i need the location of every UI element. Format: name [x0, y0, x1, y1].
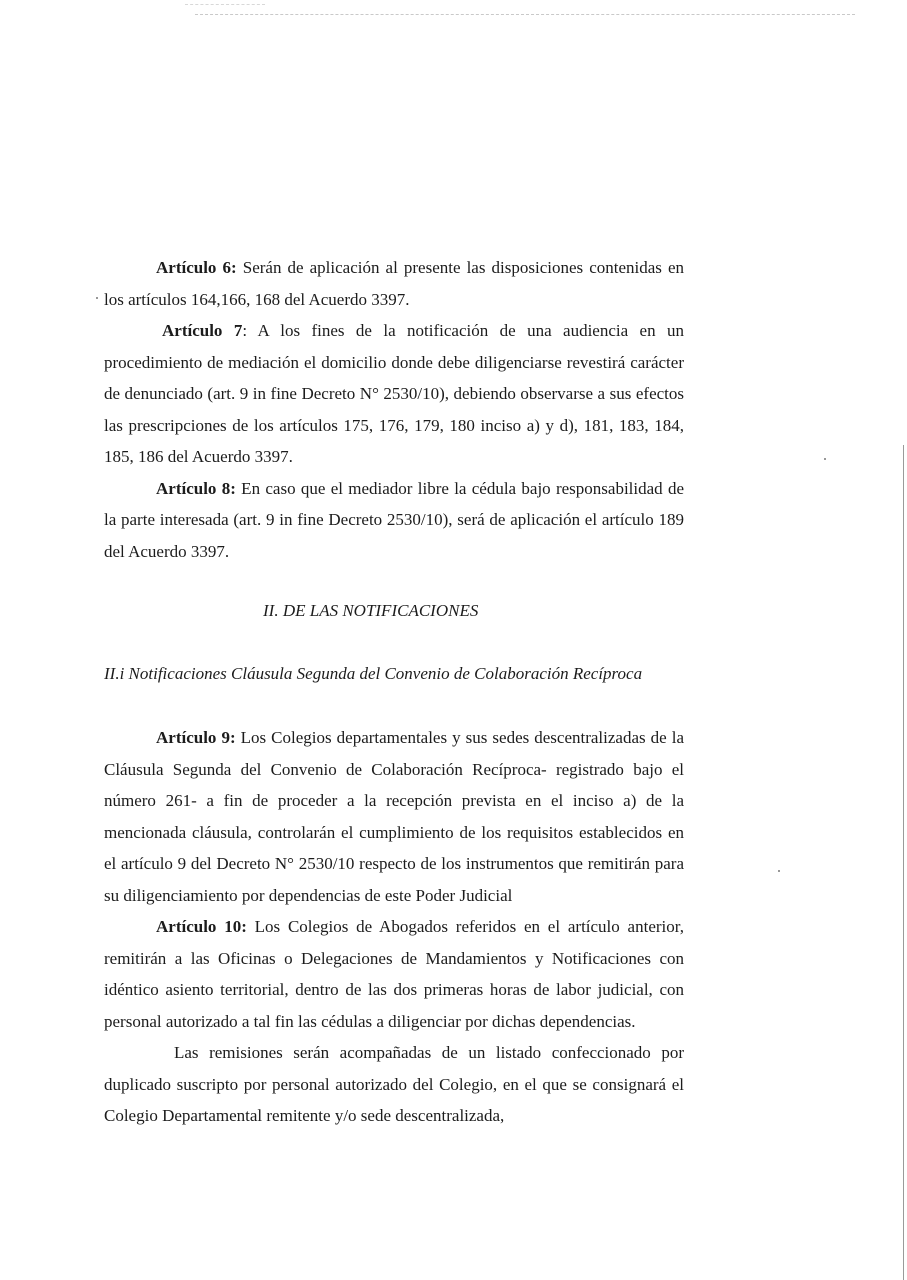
scan-artifact-right-edge — [903, 445, 904, 1280]
article-9-label: Artículo 9: — [156, 728, 236, 747]
article-6-label: Artículo 6: — [156, 258, 237, 277]
article-10-text: Los Colegios de Abogados referidos en el artículo anterior, remitirán a las Oficinas o Delegaciones de Mandamientos y Notificaciones con idéntico asiento territorial, dentro de las dos primeras horas de labor judicial, con personal autorizado a tal fin las cédulas a diligenciar por dichas dependencias. — [104, 917, 684, 1031]
articles-block-2 — [104, 722, 684, 1132]
article-9-paragraph — [104, 722, 684, 911]
article-8-paragraph — [104, 473, 684, 568]
scan-dot — [778, 870, 780, 872]
scan-artifact-top-short — [185, 4, 265, 7]
article-6-text: Serán de aplicación al presente las disposiciones contenidas en los artículos 164,166, 168 del Acuerdo 3397. — [104, 258, 685, 309]
article-7-text: : A los fines de la notificación de una audiencia en un procedimiento de mediación el domicilio donde debe diligenciarse revestirá carácter de denunciado (art. 9 in fine Decreto N° 2530/10), debiendo observarse a sus efectos las prescripciones de los artículos 175, 176, 179, 180 inciso a) y d), 181, 183, 184, 185, 186 del Acuerdo 3397. — [104, 321, 684, 466]
article-8-text: En caso que el mediador libre la cédula bajo responsabilidad de la parte interesada (art. 9 in fine Decreto 2530/10), será de aplicación el artículo 189 del Acuerdo 3397. — [104, 478, 684, 561]
article-10-label: Artículo 10: — [156, 917, 247, 936]
subsection-title: II.i Notificaciones Cláusula Segunda del Convenio de Colaboración Recíproca — [104, 664, 643, 683]
scan-artifact-top — [195, 14, 855, 17]
article-10-paragraph — [104, 911, 684, 1037]
scan-dot — [824, 458, 826, 460]
article-7-label: Artículo 7 — [162, 321, 243, 340]
article-6-paragraph — [104, 252, 684, 315]
section-title: II. DE LAS NOTIFICACIONES — [263, 601, 479, 620]
article-8-label: Artículo 8: — [156, 478, 236, 498]
closing-paragraph: Las remisiones serán acompañadas de un listado confeccionado por duplicado suscripto por personal autorizado del Colegio, en el que se consignará el Colegio Departamental remitente y/o sede descentralizada, — [104, 1043, 684, 1125]
article-9-text: Los Colegios departamentales y sus sedes descentralizadas de la Cláusula Segunda del Convenio de Colaboración Recíproca- registrado bajo el número 261- a fin de proceder a la recepción prevista en el inciso a) de la mencionada cláusula, controlarán el cumplimiento de los requisitos establecidos en el artículo 9 del Decreto N° 2530/10 respecto de los instrumentos que remitirán para su diligenciamiento por dependencias de este Poder Judicial — [104, 728, 684, 905]
articles-block-1 — [104, 252, 684, 567]
article-7-paragraph — [104, 315, 684, 473]
scan-dot — [96, 297, 98, 299]
